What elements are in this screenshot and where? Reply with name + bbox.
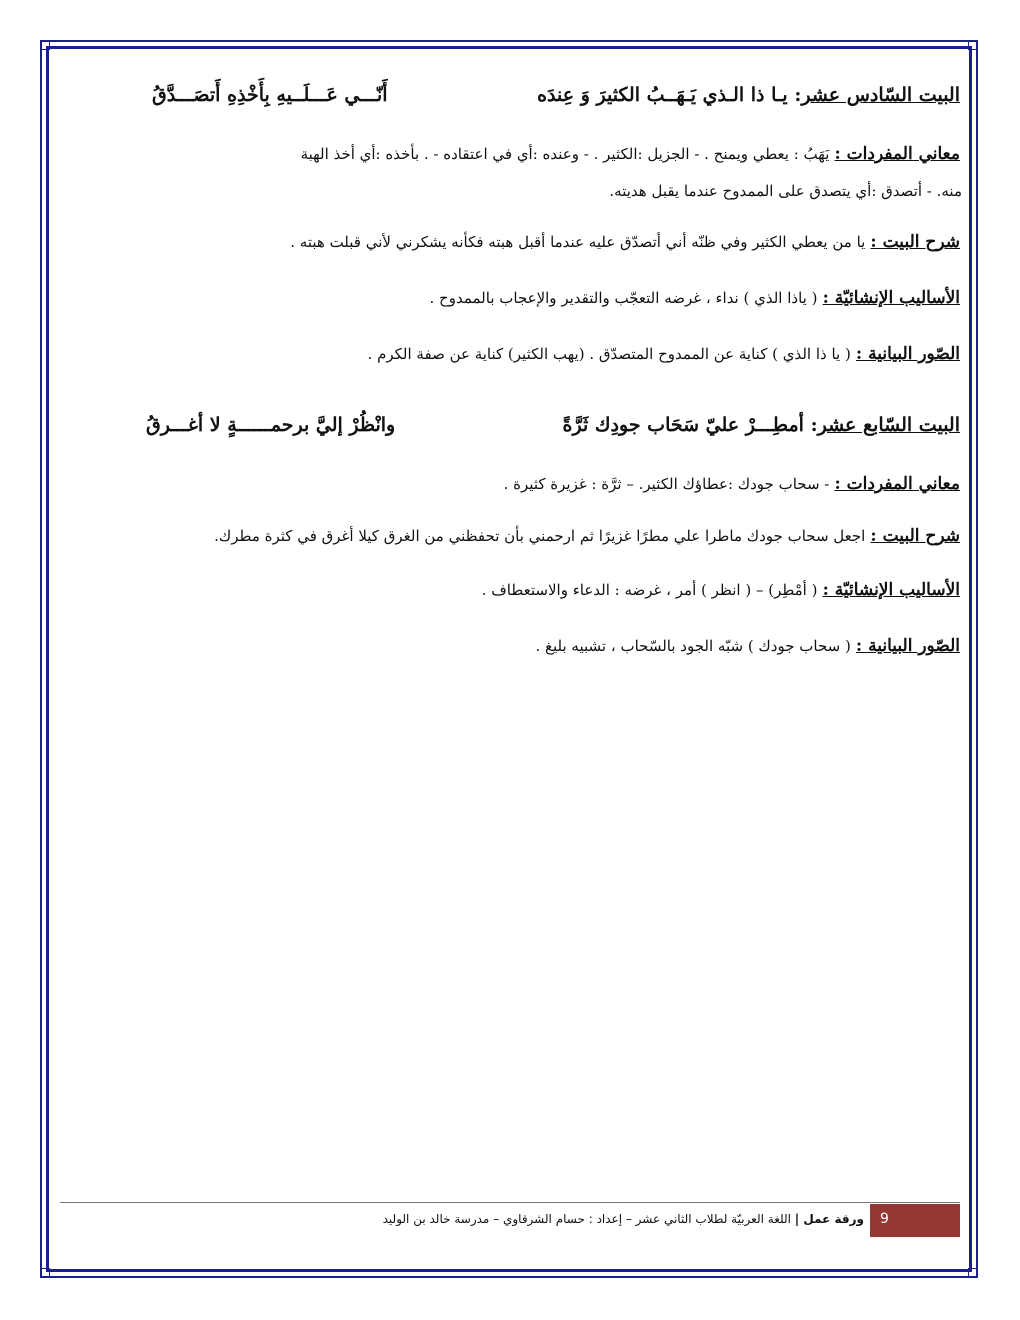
verse17-second-half: وانْظُرْ إليَّ برحمــــــةٍ لا أغـــرقُ xyxy=(146,414,396,436)
meanings-text: - سحاب جودك :عطاؤك الكثير. – ثرَّة : غزيرة كثيرة . xyxy=(503,475,830,493)
verse16-heading xyxy=(537,84,960,106)
verse17-meanings xyxy=(504,474,960,494)
verse17-first-half: : أمطِـــرْ عليّ سَحَاب جودِك ثَرَّةً xyxy=(562,414,818,436)
verse16-explanation xyxy=(290,232,960,252)
explanation-label: شرح البيت : xyxy=(870,232,960,252)
page-number-badge xyxy=(870,1204,960,1237)
corner-ornament xyxy=(968,1268,978,1278)
explanation-label: شرح البيت : xyxy=(870,526,960,546)
styles-label: الأساليب الإنشائيّة : xyxy=(822,288,960,308)
explanation-text: اجعل سحاب جودك ماطرا علي مطرًا غزيرًا ثم ارحمني بأن تحفظني من الغرق كيلا أغرق في كثرة مطرك. xyxy=(214,527,866,545)
verse17-heading xyxy=(563,414,960,436)
verse17-styles xyxy=(482,580,960,600)
images-label: الصّور البيانية : xyxy=(855,344,960,364)
footer-description: اللغة العربيّة لطلاب الثاني عشر – إعداد : حسام الشرقاوي – مدرسة خالد بن الوليد xyxy=(382,1212,791,1226)
corner-ornament xyxy=(40,1268,50,1278)
verse16-images xyxy=(368,344,960,364)
verse17-label: البيت السّابع عشر xyxy=(817,414,960,436)
meanings-text: يَهَبُ : يعطي ويمنح . - الجزيل :الكثير . - وعنده :أي في اعتقاده - . بأخذه :أي أخذ الهبة xyxy=(300,145,830,163)
verse16-meanings xyxy=(301,144,960,164)
verse16-first-half: : يـا ذا الـذي يَـهَــبُ الكثيرَ وَ عِندَه xyxy=(537,84,802,106)
footer-doc-type: ورقة عمل | xyxy=(794,1212,864,1226)
page-number: 9 xyxy=(880,1211,889,1227)
verse16-meanings-cont: منه. - أتصدق :أي يتصدق على الممدوح عندما يقبل هديته. xyxy=(609,182,962,200)
footer-divider xyxy=(60,1202,960,1203)
corner-ornament xyxy=(968,40,978,50)
verse16-styles xyxy=(430,288,961,308)
explanation-text: يا من يعطي الكثير وفي ظنّه أني أتصدّق عليه عندما أقبل هبته فكأنه يشكرني لأني قبلت هبته . xyxy=(290,233,866,251)
styles-text: ( أمْطِر) – ( انظر ) أمر ، غرضه : الدعاء والاستعطاف . xyxy=(481,581,818,599)
page-footer xyxy=(60,1202,960,1238)
verse17-images xyxy=(535,636,960,656)
images-label: الصّور البيانية : xyxy=(855,636,960,656)
images-text: ( سحاب جودك ) شبّه الجود بالسّحاب ، تشبيه بليغ . xyxy=(535,637,851,655)
corner-ornament xyxy=(40,40,50,50)
footer-caption xyxy=(383,1212,864,1226)
meanings-label: معاني المفردات : xyxy=(834,144,960,164)
styles-text: ( ياذا الذي ) نداء ، غرضه التعجّب والتقدير والإعجاب بالممدوح . xyxy=(429,289,818,307)
meanings-label: معاني المفردات : xyxy=(834,474,960,494)
styles-label: الأساليب الإنشائيّة : xyxy=(822,580,960,600)
worksheet-page xyxy=(62,70,960,1250)
verse16-label: البيت السّادس عشر xyxy=(801,84,960,106)
verse16-second-half: أَنّـــي عَـــلَــيهِ بِأَخْذِهِ أَتصَـــدَّقُ xyxy=(152,84,388,106)
verse17-explanation xyxy=(214,526,960,546)
images-text: ( يا ذا الذي ) كناية عن الممدوح المتصدّق . (يهب الكثير) كناية عن صفة الكرم . xyxy=(367,345,851,363)
